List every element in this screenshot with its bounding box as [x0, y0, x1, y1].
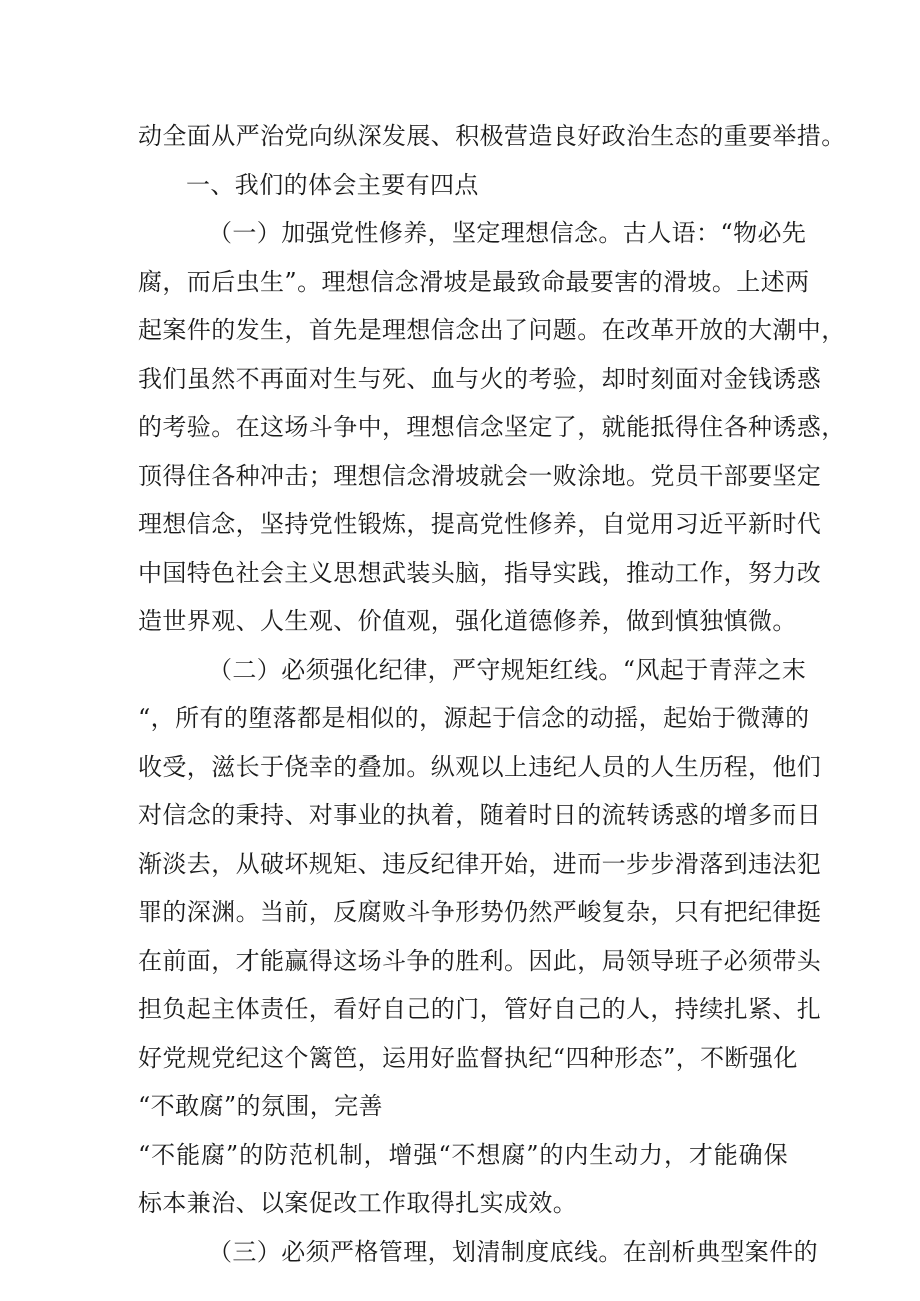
text-line: 收受，滋长于侥幸的叠加。纵观以上违纪人员的人生历程，他们	[138, 752, 822, 781]
subsection-heading: （一）加强党性修养，坚定理想信念。古人语：“物必先	[208, 219, 807, 247]
text-line: 中国特色社会主义思想武装头脑，指导实践，推动工作，努力改	[138, 558, 822, 587]
text-line: “，所有的堕落都是相似的，源起于信念的动摇，起始于微薄的	[138, 704, 810, 732]
text-line: 我们虽然不再面对生与死、血与火的考验，却时刻面对金钱诱惑	[138, 364, 822, 393]
text-line: 动全面从严治党向纵深发展、积极营造良好政治生态的重要举措。	[138, 122, 846, 150]
text-line: 的考验。在这场斗争中，理想信念坚定了，就能抵得住各种诱惑，	[138, 413, 846, 441]
text-line: 对信念的秉持、对事业的执着，随着时日的流转诱惑的增多而日	[138, 801, 822, 829]
section-heading: 一、我们的体会主要有四点	[186, 170, 479, 199]
text-line: 在前面，才能赢得这场斗争的胜利。因此，局领导班子必须带头	[138, 946, 822, 975]
text-line: “不能腐”的防范机制，增强“不想腐”的内生动力，才能确保	[138, 1140, 788, 1169]
text-line: 渐淡去，从破坏规矩、违反纪律开始，进而一步步滑落到违法犯	[138, 849, 822, 878]
text-line: 起案件的发生，首先是理想信念出了问题。在改革开放的大潮中，	[138, 316, 846, 344]
text-line: 理想信念，坚持党性锻炼，提高党性修养，自觉用习近平新时代	[138, 510, 822, 538]
text-line: 腐，而后虫生”。理想信念滑坡是最致命最要害的滑坡。上述两	[138, 267, 810, 296]
text-line: “不敢腐”的氛围，完善	[138, 1092, 383, 1120]
text-line: 担负起主体责任，看好自己的门，管好自己的人，持续扎紧、扎	[138, 995, 822, 1023]
text-line: 好党规党纪这个篱笆，运用好监督执纪“四种形态”，不断强化	[138, 1043, 798, 1072]
subsection-heading: （二）必须强化纪律，严守规矩红线。“风起于青萍之末	[208, 655, 807, 684]
text-line: 顶得住各种冲击；理想信念滑坡就会一败涂地。党员干部要坚定	[138, 461, 822, 490]
text-line: 造世界观、人生观、价值观，强化道德修养，做到慎独慎微。	[138, 607, 797, 635]
text-line: 标本兼治、以案促改工作取得扎实成效。	[138, 1189, 578, 1217]
text-line: 罪的深渊。当前，反腐败斗争形势仍然严峻复杂，只有把纪律挺	[138, 898, 822, 926]
document-body	[138, 112, 846, 1276]
subsection-heading: （三）必须严格管理，划清制度底线。在剖析典型案件的	[208, 1237, 818, 1266]
